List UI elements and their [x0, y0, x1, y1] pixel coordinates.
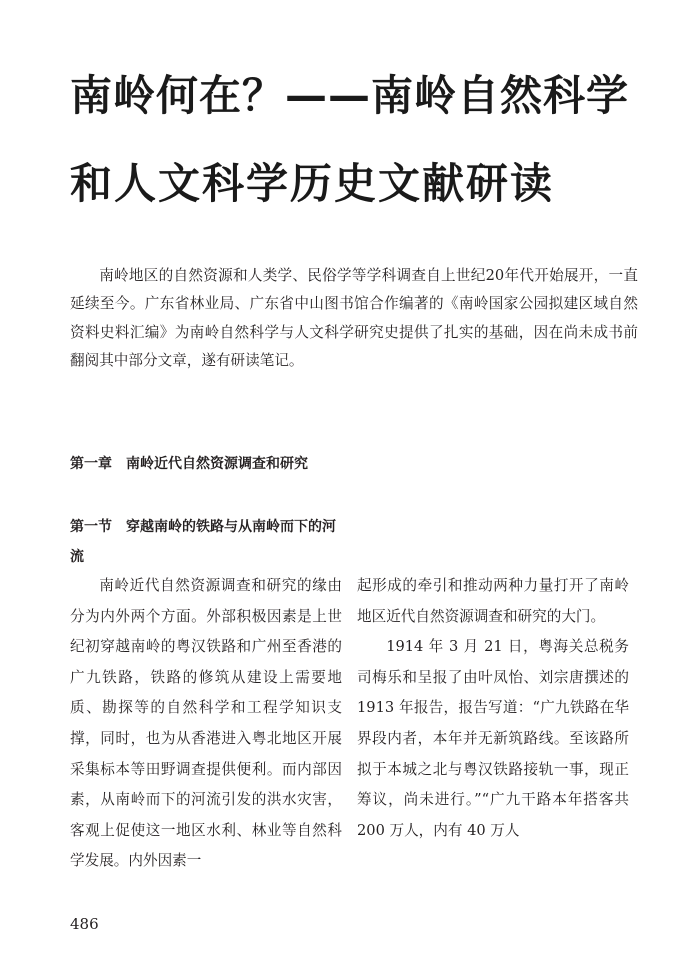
page-number: 486	[70, 915, 99, 933]
right-column-paragraph: 1914 年 3 月 21 日，粤海关总税务司梅乐和呈报了由叶凤怡、刘宗唐撰述的 1913 年报告，报告写道：“广九铁路在华界段内者，本年并无新筑路线。至该路所拟于本城之北与粤汉铁路接轨一事，现正筹议，尚未进行。”“广九干路本年搭客共 200 万人，内有 40 万人	[357, 638, 629, 839]
intro-paragraph: 南岭地区的自然资源和人类学、民俗学等学科调查自上世纪20年代开始展开，一直延续至今。广东省林业局、广东省中山图书馆合作编著的《南岭国家公园拟建区域自然资料史料汇编》为南岭自然科学与人文科学研究史提供了扎实的基础，因在尚未成书前翻阅其中部分文章，遂有研读笔记。	[70, 267, 638, 370]
intro-block	[70, 262, 638, 376]
right-column-paragraph-continued: 起形成的牵引和推动两种力量打开了南岭地区近代自然资源调查和研究的大门。	[357, 577, 629, 625]
left-column-paragraph: 南岭近代自然资源调查和研究的缘由分为内外两个方面。外部积极因素是上世纪初穿越南岭的粤汉铁路和广州至香港的广九铁路，铁路的修筑从建设上需要地质、勘探等的自然科学和工程学知识支撑，同时，也为从香港进入粤北地区开展采集标本等田野调查提供便利。而内部因素，从南岭而下的河流引发的洪水灾害，客观上促使这一地区水利、林业等自然科学发展。内外因素一	[70, 577, 342, 870]
article-title-line-2: 和人文科学历史文献研读	[70, 159, 555, 208]
left-column	[70, 571, 342, 877]
article-title-line-1: 南岭何在？——南岭自然科学	[70, 71, 630, 120]
chapter-heading: 第一章 南岭近代自然资源调查和研究	[70, 456, 308, 472]
right-column	[357, 571, 629, 846]
section-heading: 第一节 穿越南岭的铁路与从南岭而下的河流	[70, 519, 336, 565]
